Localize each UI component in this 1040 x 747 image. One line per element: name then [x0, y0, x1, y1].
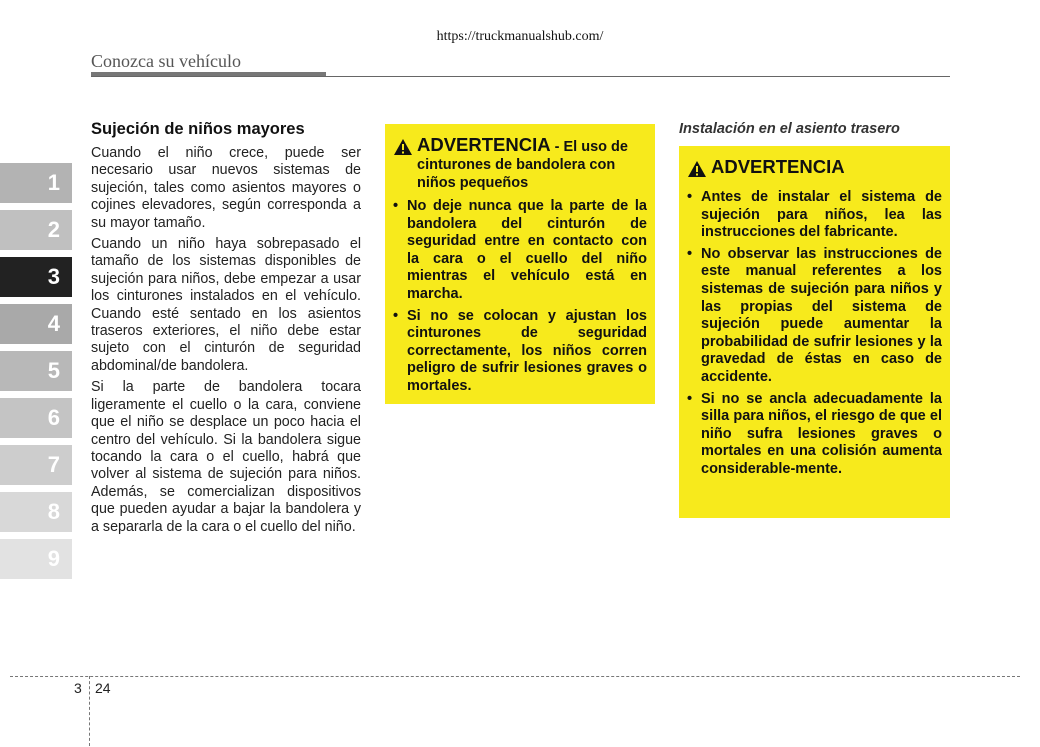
chapter-tab-2[interactable]: 2: [0, 210, 72, 250]
sub-heading: Instalación en el asiento trasero: [679, 121, 900, 137]
warning-triangle-icon: [687, 158, 711, 183]
chapter-tab-4[interactable]: 4: [0, 304, 72, 344]
warning-item: • No observar las instrucciones de este manual referentes a los sistemas de sujeción para niños y las propias del sistema de sujeción puede aumentar la probabilidad de sufrir lesiones y la gravedad de éstas en caso de accidente.: [687, 246, 942, 387]
warning-list: [687, 189, 942, 479]
section-heading: Sujeción de niños mayores: [91, 120, 305, 138]
paragraph: Cuando un niño haya sobrepasado el tamaño de los sistemas disponibles de sujeción para niños, debe empezar a usar los cinturones instalados en el vehículo. Cuando esté sentado en los asientos traseros exteriores, el niño debe estar sujeto con el cinturón de seguridad abdominal/de bandolera.: [91, 236, 361, 374]
warning-subtitle: - El uso de cinturones de bandolera con niños pequeños: [417, 139, 628, 191]
header-rule: [91, 76, 950, 77]
chapter-tab-8[interactable]: 8: [0, 492, 72, 532]
chapter-number: 3: [74, 680, 82, 696]
chapter-tab-9[interactable]: 9: [0, 539, 72, 579]
chapter-tab-5[interactable]: 5: [0, 351, 72, 391]
warning-heading-text: [711, 158, 845, 178]
chapter-tab-7[interactable]: 7: [0, 445, 72, 485]
footer-divider: [10, 676, 1020, 677]
warning-box-rear-seat: [679, 146, 950, 518]
warning-triangle-icon: [393, 136, 417, 161]
warning-heading-text: [417, 136, 647, 192]
warning-item: • Si no se ancla adecuadamente la silla para niños, el riesgo de que el niño sufra lesiones graves o mortales en una colisión aumenta considerable-mente.: [687, 391, 942, 479]
warning-item: • No deje nunca que la parte de la bandolera del cinturón de seguridad entre en contacto con la cara o el cuello del niño mientras el vehículo está en marcha.: [393, 198, 647, 304]
warning-item: • Si no se colocan y ajustan los cinturones de seguridad correctamente, los niños corren peligro de sufrir lesiones graves o mortales.: [393, 308, 647, 396]
chapter-tab-3-active[interactable]: 3: [0, 257, 72, 297]
chapter-tab-6[interactable]: 6: [0, 398, 72, 438]
warning-header: [393, 136, 647, 192]
warning-title: ADVERTENCIA: [711, 156, 845, 177]
warning-header: [687, 158, 942, 183]
source-url[interactable]: https://truckmanualshub.com/: [436, 29, 604, 44]
warning-item: • Antes de instalar el sistema de sujeción para niños, lea las instrucciones del fabricante.: [687, 189, 942, 242]
warning-list: [393, 198, 647, 396]
warning-title: ADVERTENCIA: [417, 134, 551, 155]
text-column: [91, 120, 361, 540]
chapter-tab-1[interactable]: 1: [0, 163, 72, 203]
paragraph: Si la parte de bandolera tocara ligeramente el cuello o la cara, conviene que el niño se desplace un poco hacia el centro del vehículo. Si la bandolera sigue tocando la cara o el cuello, habrá que volver al sistema de sujeción para niños. Además, se comercializan dispositivos que pueden ayudar a bajar la bandolera y a separarla de la cara o el cuello del niño.: [91, 379, 361, 535]
warning-box-seatbelt: [385, 124, 655, 404]
page-number: 24: [95, 680, 111, 696]
paragraph: Cuando el niño crece, puede ser necesario usar nuevos sistemas de sujeción, tales como asientos mayores o cojines elevadores, según corresponda a su mayor tamaño.: [91, 145, 361, 231]
footer-vertical-divider: [89, 676, 90, 746]
section-title: Conozca su vehículo: [91, 51, 241, 71]
chapter-tabs: [0, 163, 72, 586]
